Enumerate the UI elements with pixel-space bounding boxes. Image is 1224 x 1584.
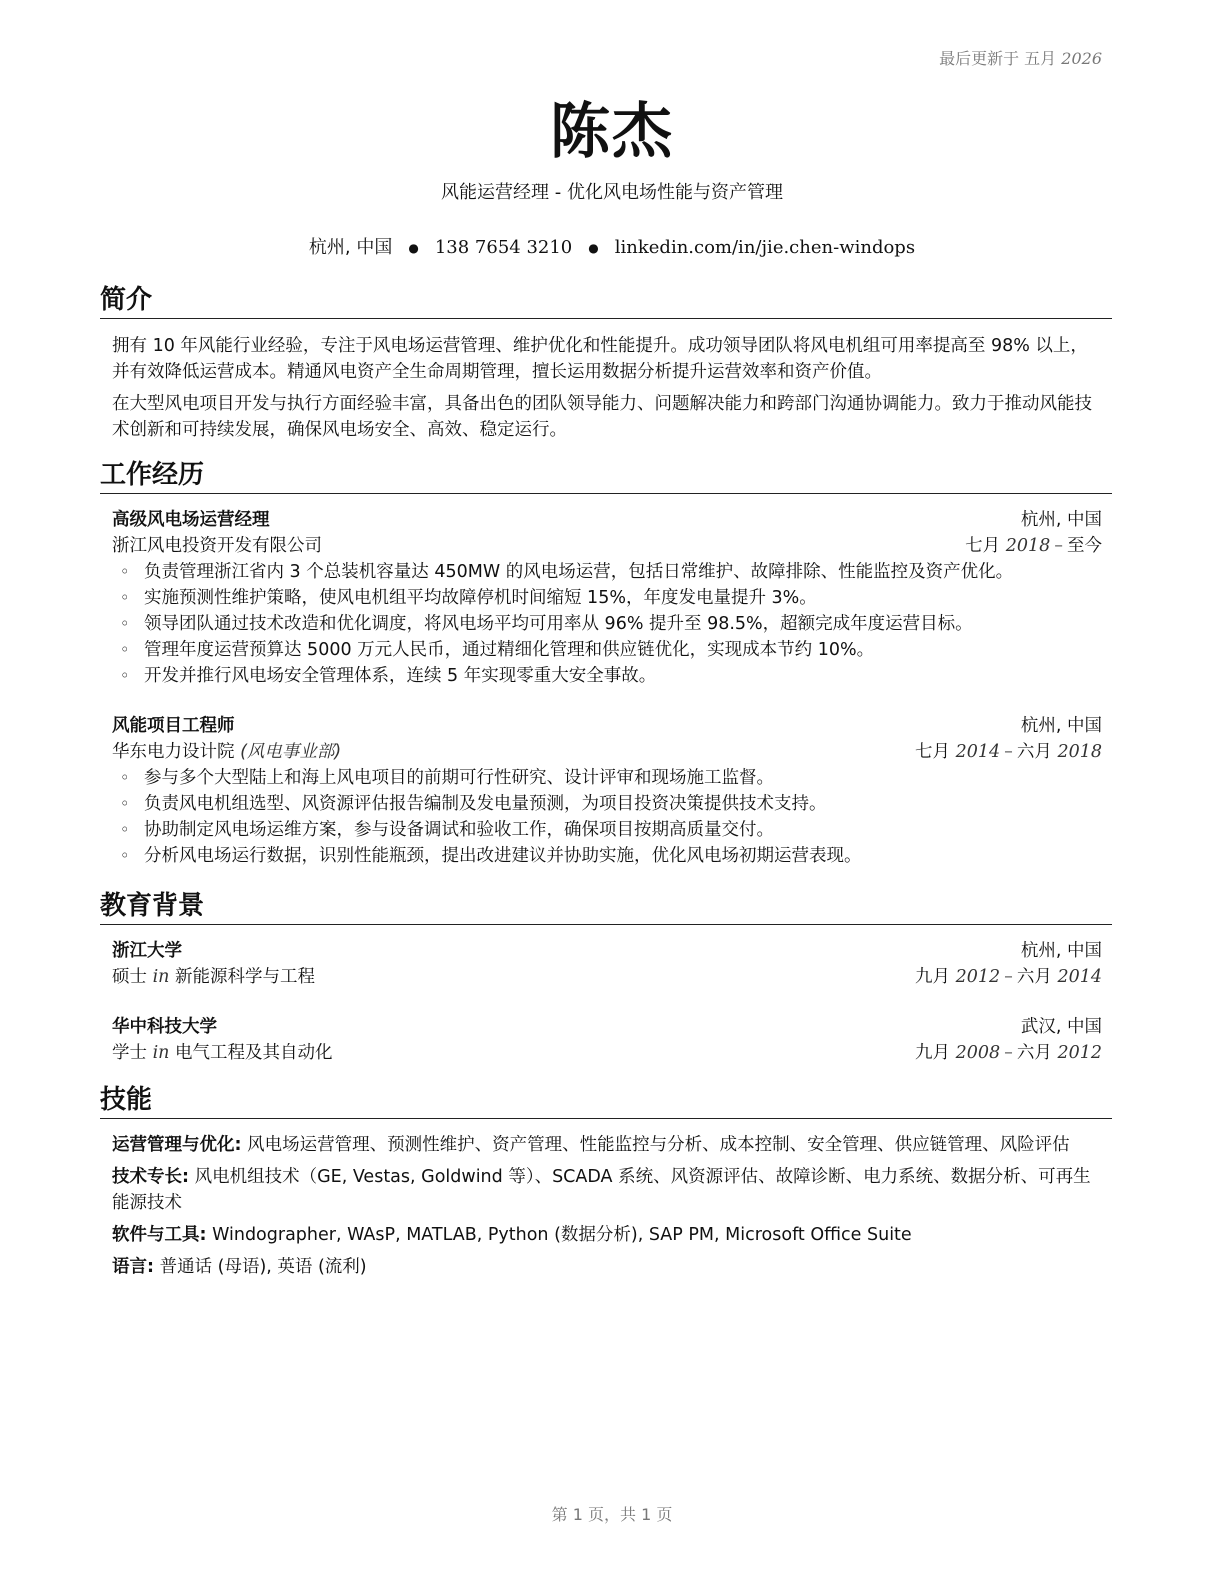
job-location: 杭州, 中国 xyxy=(1020,510,1102,530)
skills-section xyxy=(100,1084,1112,1286)
education-entry xyxy=(112,1014,1102,1066)
list-item: ◦ 开发并推行风电场安全管理体系，连续 5 年实现零重大安全事故。 xyxy=(112,663,1102,689)
candidate-name: 陈杰 xyxy=(550,97,674,167)
last-updated xyxy=(939,46,1102,69)
skill-label: 语言: xyxy=(112,1257,154,1277)
job-dates xyxy=(915,739,1102,765)
skill-label: 运营管理与优化: xyxy=(112,1135,242,1155)
major: 新能源科学与工程 xyxy=(175,967,316,987)
end-month: 六月 xyxy=(1016,742,1052,762)
end-month: 六月 xyxy=(1016,967,1052,987)
company-name: 华东电力设计院 xyxy=(112,742,235,762)
start-month: 七月 xyxy=(965,536,1001,556)
end-year: 2014 xyxy=(1057,967,1102,987)
job-bullets xyxy=(112,765,1102,869)
end-year: 2018 xyxy=(1057,742,1102,762)
skill-row xyxy=(112,1132,1102,1158)
bullet-separator-icon: ● xyxy=(588,241,599,255)
education-dates xyxy=(915,964,1102,990)
job-bullets xyxy=(112,559,1102,689)
list-item: ◦ 分析风电场运行数据，识别性能瓶颈，提出改进建议并协助实施，优化风电场初期运营表现。 xyxy=(112,843,1102,869)
company-note: (风电事业部) xyxy=(240,742,342,762)
start-year: 2012 xyxy=(955,967,1001,987)
summary-section xyxy=(100,284,1112,449)
start-month: 九月 xyxy=(915,1043,950,1063)
skill-row xyxy=(112,1254,1102,1280)
job-role: 高级风电场运营经理 xyxy=(112,510,270,530)
start-month: 九月 xyxy=(915,967,950,987)
summary-paragraph: 在大型风电项目开发与执行方面经验丰富，具备出色的团队领导能力、问题解决能力和跨部门沟通协调能力。致力于推动风能技术创新和可持续发展，确保风电场安全、高效、稳定运行。 xyxy=(112,394,1092,440)
job-entry xyxy=(112,507,1102,689)
degree-in: in xyxy=(152,967,170,987)
bullet-separator-icon: ● xyxy=(408,241,419,255)
company-name: 浙江风电投资开发有限公司 xyxy=(112,536,322,556)
skill-text: 风电场运营管理、预测性维护、资产管理、性能监控与分析、成本控制、安全管理、供应链管理、风险评估 xyxy=(247,1135,1070,1155)
end-month: 六月 xyxy=(1016,1043,1052,1063)
list-item: ◦ 实施预测性维护策略，使风电机组平均故障停机时间缩短 15%，年度发电量提升 3%。 xyxy=(112,585,1102,611)
job-role: 风能项目工程师 xyxy=(112,716,235,736)
experience-section xyxy=(100,459,1112,869)
contact-linkedin[interactable]: linkedin.com/in/jie.chen-windops xyxy=(614,237,916,258)
degree: 硕士 xyxy=(112,967,147,987)
skill-label: 技术专长: xyxy=(112,1167,189,1187)
date-dash: – xyxy=(1054,536,1063,556)
job-location: 杭州, 中国 xyxy=(1020,716,1102,736)
skill-text: 普通话 (母语), 英语 (流利) xyxy=(159,1257,367,1277)
list-item: ◦ 管理年度运营预算达 5000 万元人民币，通过精细化管理和供应链优化，实现成本节约 10%。 xyxy=(112,637,1102,663)
list-item: ◦ 领导团队通过技术改造和优化调度，将风电场平均可用率从 96% 提升至 98.5%，超额完成年度运营目标。 xyxy=(112,611,1102,637)
skill-text: Windographer, WAsP, MATLAB, Python (数据分析), SAP PM, Microsoft Office Suite xyxy=(212,1225,912,1245)
job-company xyxy=(112,739,341,765)
date-dash: – xyxy=(1004,742,1013,762)
contact-location: 杭州, 中国 xyxy=(308,237,393,258)
date-dash: – xyxy=(1004,967,1013,987)
summary-paragraph: 拥有 10 年风能行业经验，专注于风电场运营管理、维护优化和性能提升。成功领导团队将风电机组可用率提高至 98% 以上，并有效降低运营成本。精通风电资产全生命周期管理，擅长运用数据分析提升运营效率和资产价值。 xyxy=(112,336,1088,382)
date-dash: – xyxy=(1004,1043,1013,1063)
last-updated-label: 最后更新于 五月 xyxy=(939,49,1057,68)
school-location: 武汉, 中国 xyxy=(1020,1017,1102,1037)
school-name: 华中科技大学 xyxy=(112,1017,217,1037)
start-year: 2008 xyxy=(955,1043,1001,1063)
degree-line xyxy=(112,1040,333,1066)
list-item: ◦ 协助制定风电场运维方案，参与设备调试和验收工作，确保项目按期高质量交付。 xyxy=(112,817,1102,843)
last-updated-year: 2026 xyxy=(1061,49,1102,68)
major: 电气工程及其自动化 xyxy=(175,1043,333,1063)
degree: 学士 xyxy=(112,1043,147,1063)
education-section xyxy=(100,890,1112,1066)
list-item: ◦ 负责管理浙江省内 3 个总装机容量达 450MW 的风电场运营，包括日常维护、故障排除、性能监控及资产优化。 xyxy=(112,559,1102,585)
end-year: 2012 xyxy=(1057,1043,1102,1063)
skill-row xyxy=(112,1222,1102,1248)
school-name: 浙江大学 xyxy=(112,941,182,961)
page-footer: 第 1 页，共 1 页 xyxy=(551,1505,673,1524)
degree-line xyxy=(112,964,315,990)
contact-line xyxy=(0,233,1224,259)
list-item: ◦ 参与多个大型陆上和海上风电项目的前期可行性研究、设计评审和现场施工监督。 xyxy=(112,765,1102,791)
skill-text: 风电机组技术（GE, Vestas, Goldwind 等）、SCADA 系统、风资源评估、故障诊断、电力系统、数据分析、可再生能源技术 xyxy=(112,1167,1091,1213)
list-item: ◦ 负责风电机组选型、风资源评估报告编制及发电量预测，为项目投资决策提供技术支持。 xyxy=(112,791,1102,817)
education-dates xyxy=(915,1040,1102,1066)
section-title: 教育背景 xyxy=(100,890,1112,925)
degree-in: in xyxy=(152,1043,170,1063)
job-company xyxy=(112,533,322,559)
start-year: 2014 xyxy=(955,742,1001,762)
job-entry xyxy=(112,713,1102,869)
school-location: 杭州, 中国 xyxy=(1020,941,1102,961)
skill-label: 软件与工具: xyxy=(112,1225,207,1245)
start-year: 2018 xyxy=(1005,536,1051,556)
job-dates xyxy=(965,533,1102,559)
tagline: 风能运营经理 - 优化风电场性能与资产管理 xyxy=(441,182,783,203)
section-title: 简介 xyxy=(100,284,1112,319)
contact-phone[interactable]: 138 7654 3210 xyxy=(434,237,573,258)
start-month: 七月 xyxy=(915,742,950,762)
education-entry xyxy=(112,938,1102,990)
end-month: 至今 xyxy=(1067,536,1102,556)
skill-row xyxy=(112,1164,1102,1216)
section-title: 技能 xyxy=(100,1084,1112,1119)
section-title: 工作经历 xyxy=(100,459,1112,494)
